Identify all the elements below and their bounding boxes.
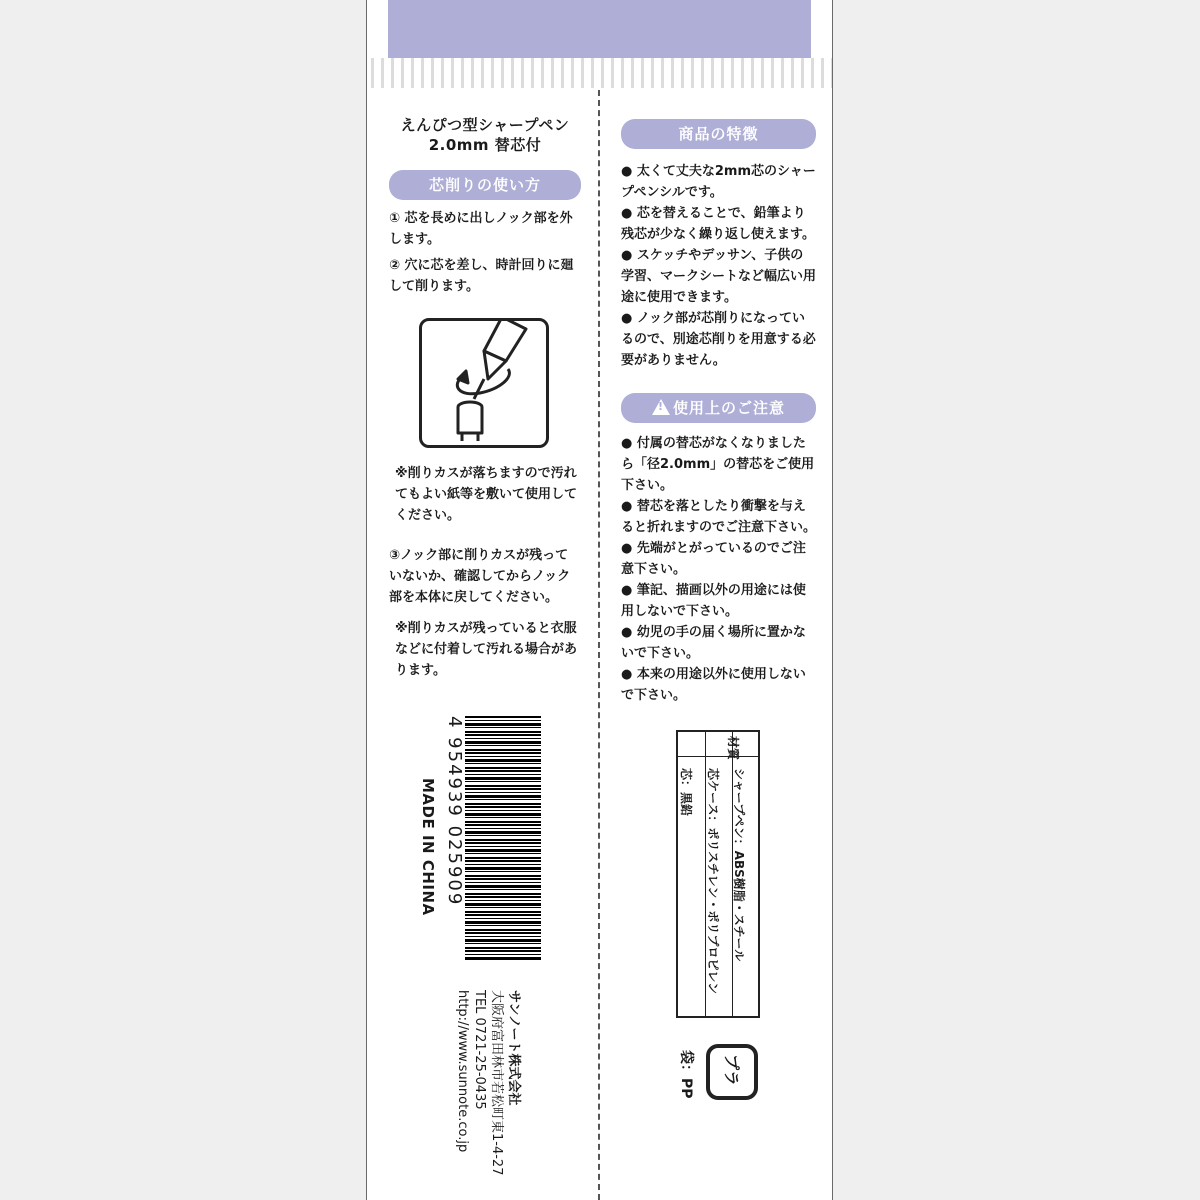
company-address: 大阪府富田林市若松町東1-4-27 bbox=[489, 990, 504, 1176]
usage-step-3: ③ノック部に削りカスが残っていないか、確認してからノック部を本体に戻してください。 bbox=[389, 548, 571, 605]
cautions-heading-label: 使用上のご注意 bbox=[672, 399, 785, 417]
perforation-line bbox=[598, 90, 600, 1200]
barcode bbox=[419, 716, 557, 960]
caution-item: ● 筆記、描画以外の用途には使用しないで下さい。 bbox=[621, 583, 806, 619]
recycle-icon bbox=[706, 1044, 758, 1100]
feature-item: ● ノック部が芯削りになっているので、別途芯削りを用意する必要がありません。 bbox=[621, 311, 816, 368]
materials-row: 芯：黒鉛 bbox=[679, 768, 693, 817]
usage-note-2: ※削りカスが残っていると衣服などに付着して汚れる場合があります。 bbox=[395, 621, 578, 678]
usage-heading: 芯削りの使い方 bbox=[389, 170, 581, 200]
feature-item: ● 芯を替えることで、鉛筆より残芯が少なく繰り返し使えます。 bbox=[621, 206, 815, 242]
feature-item: ● スケッチやデッサン、子供の学習、マークシートなど幅広い用途に使用できます。 bbox=[621, 248, 817, 305]
features-column bbox=[621, 115, 816, 706]
materials-header: 材質 bbox=[726, 736, 740, 761]
barcode-number: 4 954939 025909 bbox=[444, 716, 465, 907]
product-subtitle: 2.0mm 替芯付 bbox=[428, 136, 542, 154]
header-band bbox=[388, 0, 811, 62]
cautions-heading bbox=[621, 393, 816, 423]
company-name: サンノート株式会社 bbox=[506, 990, 521, 1106]
made-in-label: MADE IN CHINA bbox=[419, 778, 437, 916]
product-title: えんぴつ型シャープペン bbox=[400, 116, 570, 134]
pencil-sharpening-icon bbox=[422, 321, 546, 445]
table-header-divider bbox=[678, 756, 758, 757]
company-tel: TEL 0721-25-0435 bbox=[472, 990, 487, 1110]
caution-item: ● 本来の用途以外に使用しないで下さい。 bbox=[621, 667, 806, 703]
usage-step-2: ② 穴に芯を差し、時計回りに廻して削ります。 bbox=[389, 258, 574, 294]
zigzag-edge bbox=[367, 58, 832, 88]
barcode-bars bbox=[465, 716, 541, 960]
caution-item: ● 幼児の手の届く場所に置かないで下さい。 bbox=[621, 625, 806, 661]
warning-icon bbox=[652, 399, 670, 415]
package-card bbox=[366, 0, 833, 1200]
recycle-label: 袋：PP bbox=[678, 1050, 694, 1099]
features-heading: 商品の特徴 bbox=[621, 119, 816, 149]
usage-step-1: ① 芯を長めに出しノック部を外します。 bbox=[389, 211, 573, 247]
caution-item: ● 先端がとがっているのでご注意下さい。 bbox=[621, 541, 806, 577]
materials-row: シャープペン：ABS樹脂・スチール bbox=[732, 768, 746, 962]
caution-item: ● 替芯を落としたり衝撃を与えると折れますのでご注意下さい。 bbox=[621, 499, 817, 535]
sharpener-illustration bbox=[419, 318, 549, 448]
company-url: http://www.sunnote.co.jp bbox=[455, 990, 470, 1153]
feature-item: ● 太くて丈夫な2mm芯のシャープペンシルです。 bbox=[621, 164, 816, 200]
materials-row: 芯ケース：ポリスチレン・ポリプロピレン bbox=[706, 768, 720, 995]
usage-note-1: ※削りカスが落ちますので汚れてもよい紙等を敷いて使用してください。 bbox=[395, 466, 578, 523]
recycle-mark-text: プラ bbox=[722, 1054, 741, 1087]
materials-table bbox=[676, 730, 760, 1018]
caution-item: ● 付属の替芯がなくなりましたら「径2.0mm」の替芯をご使用下さい。 bbox=[621, 436, 815, 493]
